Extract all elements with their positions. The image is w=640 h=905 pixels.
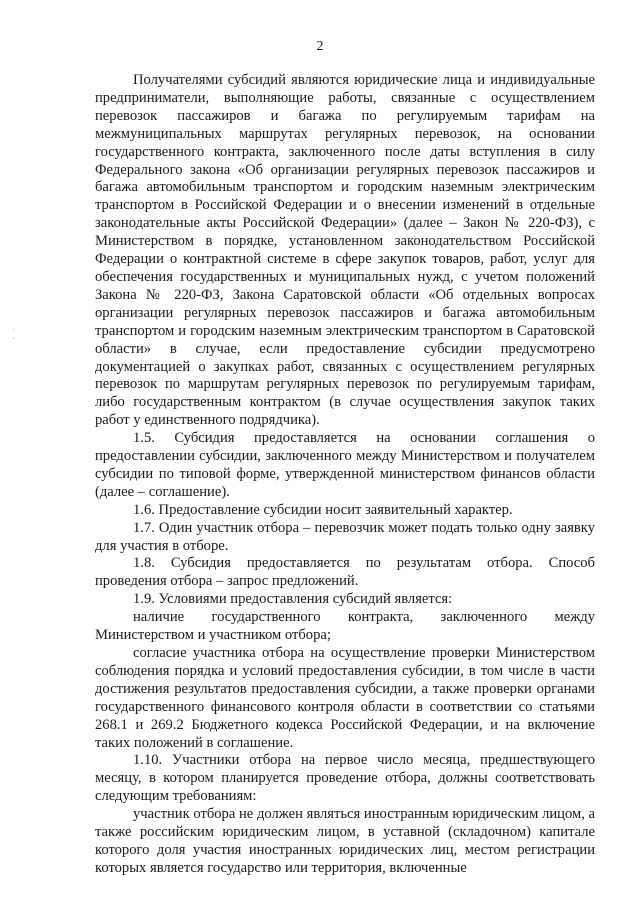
paragraph-condition-consent: согласие участника отбора на осуществление проверки Министерством соблюдения порядка и условий предоставления субсидии, в том числе в части достижения результатов предоставления субсидии, а также проверки органами государственного финансового контроля области в соответствии со статьями 268.1 и 269.2 Бюджетного кодекса Российской Федерации, и на включение таких положений в соглашение. [95,645,595,751]
page-number: 2 [316,39,324,54]
paragraph-recipients: Получателями субсидий являются юридические лица и индивидуальные предприниматели, выполняющие работы, связанные с осуществлением перевозок пассажиров и багажа по регулируемым тарифам на межмуниципальных маршрутах регулярных перевозок, на основании государственного контракта, заключенного после даты вступления в силу Федерального закона «Об организации регулярных перевозок пассажиров и багажа автомобильным транспортом и городским наземным электрическим транспортом в Российской Федерации и о внесении изменений в отдельные законодательные акты Российской Федерации» (далее – Закон № 220-ФЗ), с Министерством в порядке, установленном законодательством Российской Федерации о контрактной системе в сфере закупок товаров, работ, услуг для обеспечения государственных и муниципальных нужд, с учетом положений Закона № 220-ФЗ, Закона Саратовской области «Об отдельных вопросах организации регулярных перевозок пассажиров и багажа автомобильным транспортом и городским наземным электрическим транспортом в Саратовской области» в случае, если предоставление субсидии предусмотрено документацией о закупках работ, связанных с осуществлением регулярных перевозок по маршрутам регулярных перевозок по регулируемым тарифам, либо государственным контрактом (в случае осуществления закупок таких работ у единственного подрядчика). [95,72,595,429]
paragraph-condition-contract: наличие государственного контракта, заключенного между Министерством и участником отбора; [95,609,595,644]
paragraph-1-6: 1.6. Предоставление субсидии носит заявительный характер. [133,501,513,518]
paragraph-1-9: 1.9. Условиями предоставления субсидий является: [133,591,453,608]
margin-scan-mark: · · [12,325,16,345]
paragraph-1-7: 1.7. Один участник отбора – перевозчик может подать только одну заявку для участия в отборе. [95,519,595,554]
paragraph-1-8: 1.8. Субсидия предоставляется по результатам отбора. Способ проведения отбора – запрос предложений. [95,555,595,590]
paragraph-1-10: 1.10. Участники отбора на первое число месяца, предшествующего месяцу, в котором планируется проведение отбора, должны соответствовать следующим требованиям: [95,752,595,805]
paragraph-1-5: 1.5. Субсидия предоставляется на основании соглашения о предоставлении субсидии, заключенного между Министерством и получателем субсидии по типовой форме, утвержденной министерством финансов области (далее – соглашение). [95,430,595,500]
paragraph-requirement-foreign: участник отбора не должен являться иностранным юридическим лицом, а также российским юридическим лицом, в уставной (складочном) капитале которого доля участия иностранных юридических лиц, местом регистрации которых является государство или территория, включенные [95,806,595,876]
document-body [95,72,595,878]
